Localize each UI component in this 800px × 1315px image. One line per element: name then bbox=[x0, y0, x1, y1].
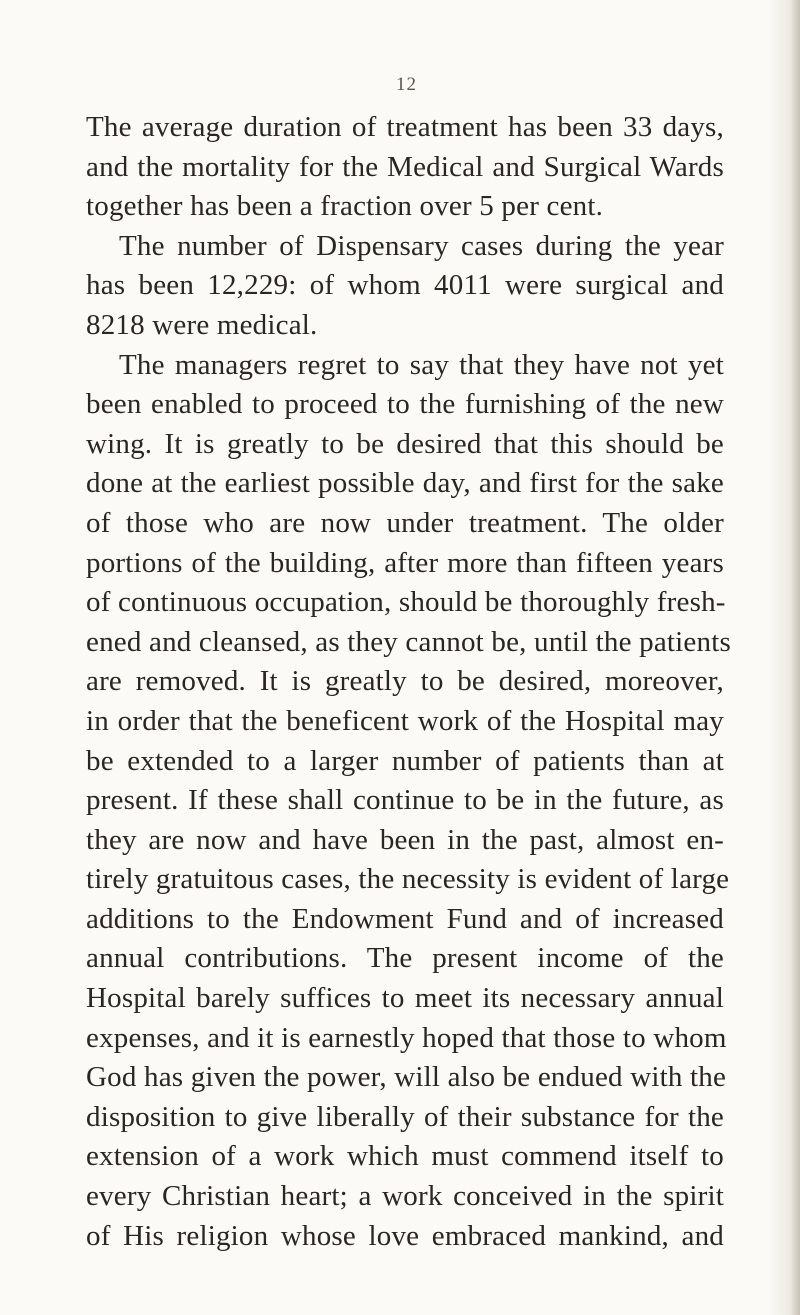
text-line: of those who are now under treatment. The older bbox=[86, 506, 724, 539]
text-line: 8218 were medical. bbox=[86, 308, 318, 341]
page-edge-shadow bbox=[790, 0, 800, 1315]
text-line: done at the earliest possible day, and first for the sake bbox=[86, 467, 724, 500]
body-text bbox=[86, 108, 731, 1256]
text-line: The managers regret to say that they have not yet bbox=[119, 348, 724, 381]
text-line: extension of a work which must commend itself to bbox=[86, 1140, 724, 1173]
text-line: expenses, and it is earnestly hoped that those to whom bbox=[86, 1021, 727, 1054]
text-line: been enabled to proceed to the furnishing of the new bbox=[86, 388, 724, 421]
text-line: together has been a fraction over 5 per cent. bbox=[86, 190, 604, 223]
text-line: additions to the Endowment Fund and of increased bbox=[86, 902, 724, 935]
text-line: The average duration of treatment has been 33 days, bbox=[86, 111, 724, 143]
text-line: every Christian heart; a work conceived in the spirit bbox=[86, 1180, 724, 1213]
text-line: Hospital barely suffices to meet its necessary annual bbox=[86, 982, 724, 1015]
text-line: of continuous occupation, should be thoroughly fresh- bbox=[86, 586, 726, 619]
text-line: annual contributions. The present income of the bbox=[86, 942, 724, 975]
text-line: has been 12,229: of whom 4011 were surgical and bbox=[86, 269, 724, 302]
text-line: portions of the building, after more than fifteen years bbox=[86, 546, 724, 579]
text-line: The number of Dispensary cases during the year bbox=[119, 229, 724, 262]
text-line: of His religion whose love embraced mankind, and bbox=[86, 1219, 724, 1252]
text-line: wing. It is greatly to be desired that this should be bbox=[86, 427, 724, 460]
text-line: disposition to give liberally of their substance for the bbox=[86, 1100, 724, 1133]
text-line: and the mortality for the Medical and Surgical Wards bbox=[86, 150, 724, 183]
text-line: they are now and have been in the past, almost en- bbox=[86, 823, 724, 856]
text-line: ened and cleansed, as they cannot be, until the patients bbox=[86, 625, 731, 658]
text-line: tirely gratuitous cases, the necessity is evident of large bbox=[86, 863, 730, 896]
page-number: 12 bbox=[396, 74, 417, 95]
text-line: present. If these shall continue to be in the future, as bbox=[86, 784, 724, 817]
text-line: be extended to a larger number of patients than at bbox=[86, 744, 724, 777]
text-line: are removed. It is greatly to be desired, moreover, bbox=[86, 665, 724, 698]
text-line: in order that the beneficent work of the Hospital may bbox=[86, 704, 724, 737]
text-line: God has given the power, will also be endued with the bbox=[86, 1061, 727, 1094]
